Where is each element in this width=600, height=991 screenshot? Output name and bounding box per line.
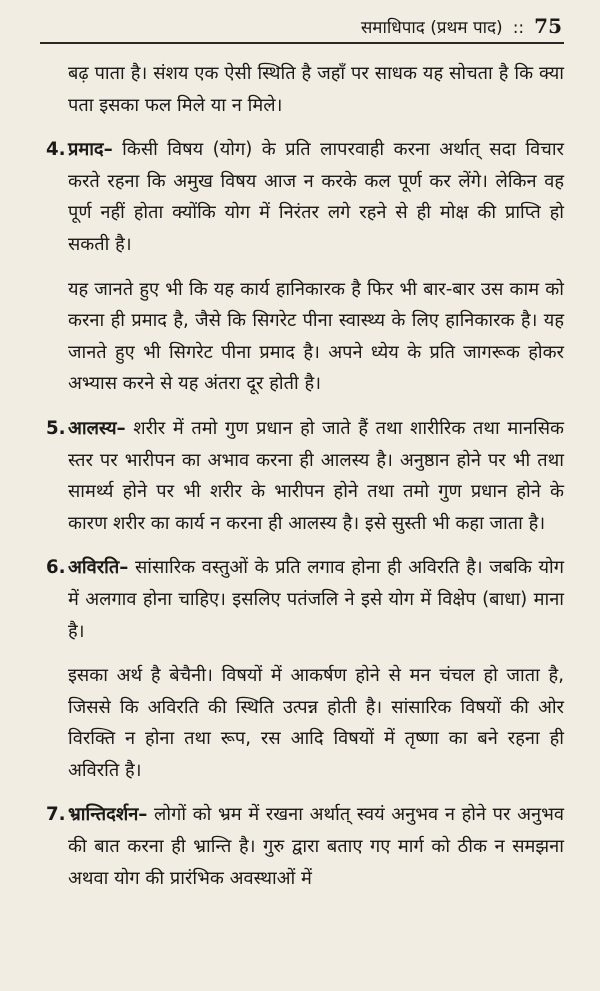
running-title: समाधिपाद (प्रथम पाद) [360,18,503,38]
page-header [361,14,562,38]
item-number: 7. [46,804,66,826]
list-item-avirati [46,552,564,647]
paragraph-continuation-2: यह जानते हुए भी कि यह कार्य हानिकारक है फिर भी बार-बार उस काम को करना ही प्रमाद है, जैसे कि सिगरेट पीना स्वास्थ्य के लिए हानिकारक है। यह जानते हुए भी सिगरेट पीना प्रमाद है। अपने ध्येय के प्रति जागरूक होकर अभ्यास करने से यह अंतरा दूर होती है। [68,278,564,395]
paragraph-continuation-1: बढ़ पाता है। संशय एक ऐसी स्थिति है जहाँ पर साधक यह सोचता है कि क्या पता इसका फल मिले या न मिले। [68,63,564,116]
item-term: भ्रान्तिदर्शन– [68,804,148,826]
list-item-bhrantidarshan [46,799,564,894]
item-text: लोगों को भ्रम में रखना अर्थात् स्वयं अनुभव न होने पर अनुभव की बात करना ही भ्रान्ति है। गुरु द्वारा बताए गए मार्ग को ठीक न समझना अथवा योग की प्रारंभिक अवस्थाओं में [68,804,564,889]
item-term: आलस्य– [68,417,126,439]
page-number: 75 [534,14,562,38]
item-number: 6. [46,557,66,579]
header-rule [40,42,564,44]
item-text: शरीर में तमो गुण प्रधान हो जाते हैं तथा शारीरिक तथा मानसिक स्तर पर भारीपन का अभाव करना ही आलस्य है। अनुष्ठान होने पर भी तथा सामर्थ्य होने पर भी शरीर के भारीपन होने तथा तमो गुण प्रधान होने के कारण शरीर का कार्य न करना ही आलस्य है। इसे सुस्ती भी कहा जाता है। [68,417,564,534]
item-term: प्रमाद– [68,139,113,161]
list-item-pramad [46,134,564,260]
item-text: सांसारिक वस्तुओं के प्रति लगाव होना ही अविरति है। जबकि योग में अलगाव होना चाहिए। इसलिए पतंजलि ने इसे योग में विक्षेप (बाधा) माना है। [68,557,564,642]
page-body [46,58,564,907]
item-number: 4. [46,139,66,161]
list-item-aalasya [46,413,564,539]
item-text: किसी विषय (योग) के प्रति लापरवाही करना अर्थात् सदा विचार करते रहना कि अमुख विषय आज न करके कल पूर्ण कर लेंगे। लेकिन वह पूर्ण नहीं होता क्योंकि योग में निरंतर लगे रहने से ही मोक्ष की प्राप्ति हो सकती है। [68,139,564,255]
item-term: अविरति– [68,557,129,579]
paragraph-continuation-3: इसका अर्थ है बेचैनी। विषयों में आकर्षण होने से मन चंचल हो जाता है, जिससे कि अविरति की स्थिति उत्पन्न होती है। सांसारिक विषयों की ओर विरक्ति न होना तथा रूप, रस आदि विषयों में तृष्णा का बने रहना ही अविरति है। [68,665,564,781]
header-separator: :: [512,18,525,38]
item-number: 5. [46,417,66,439]
